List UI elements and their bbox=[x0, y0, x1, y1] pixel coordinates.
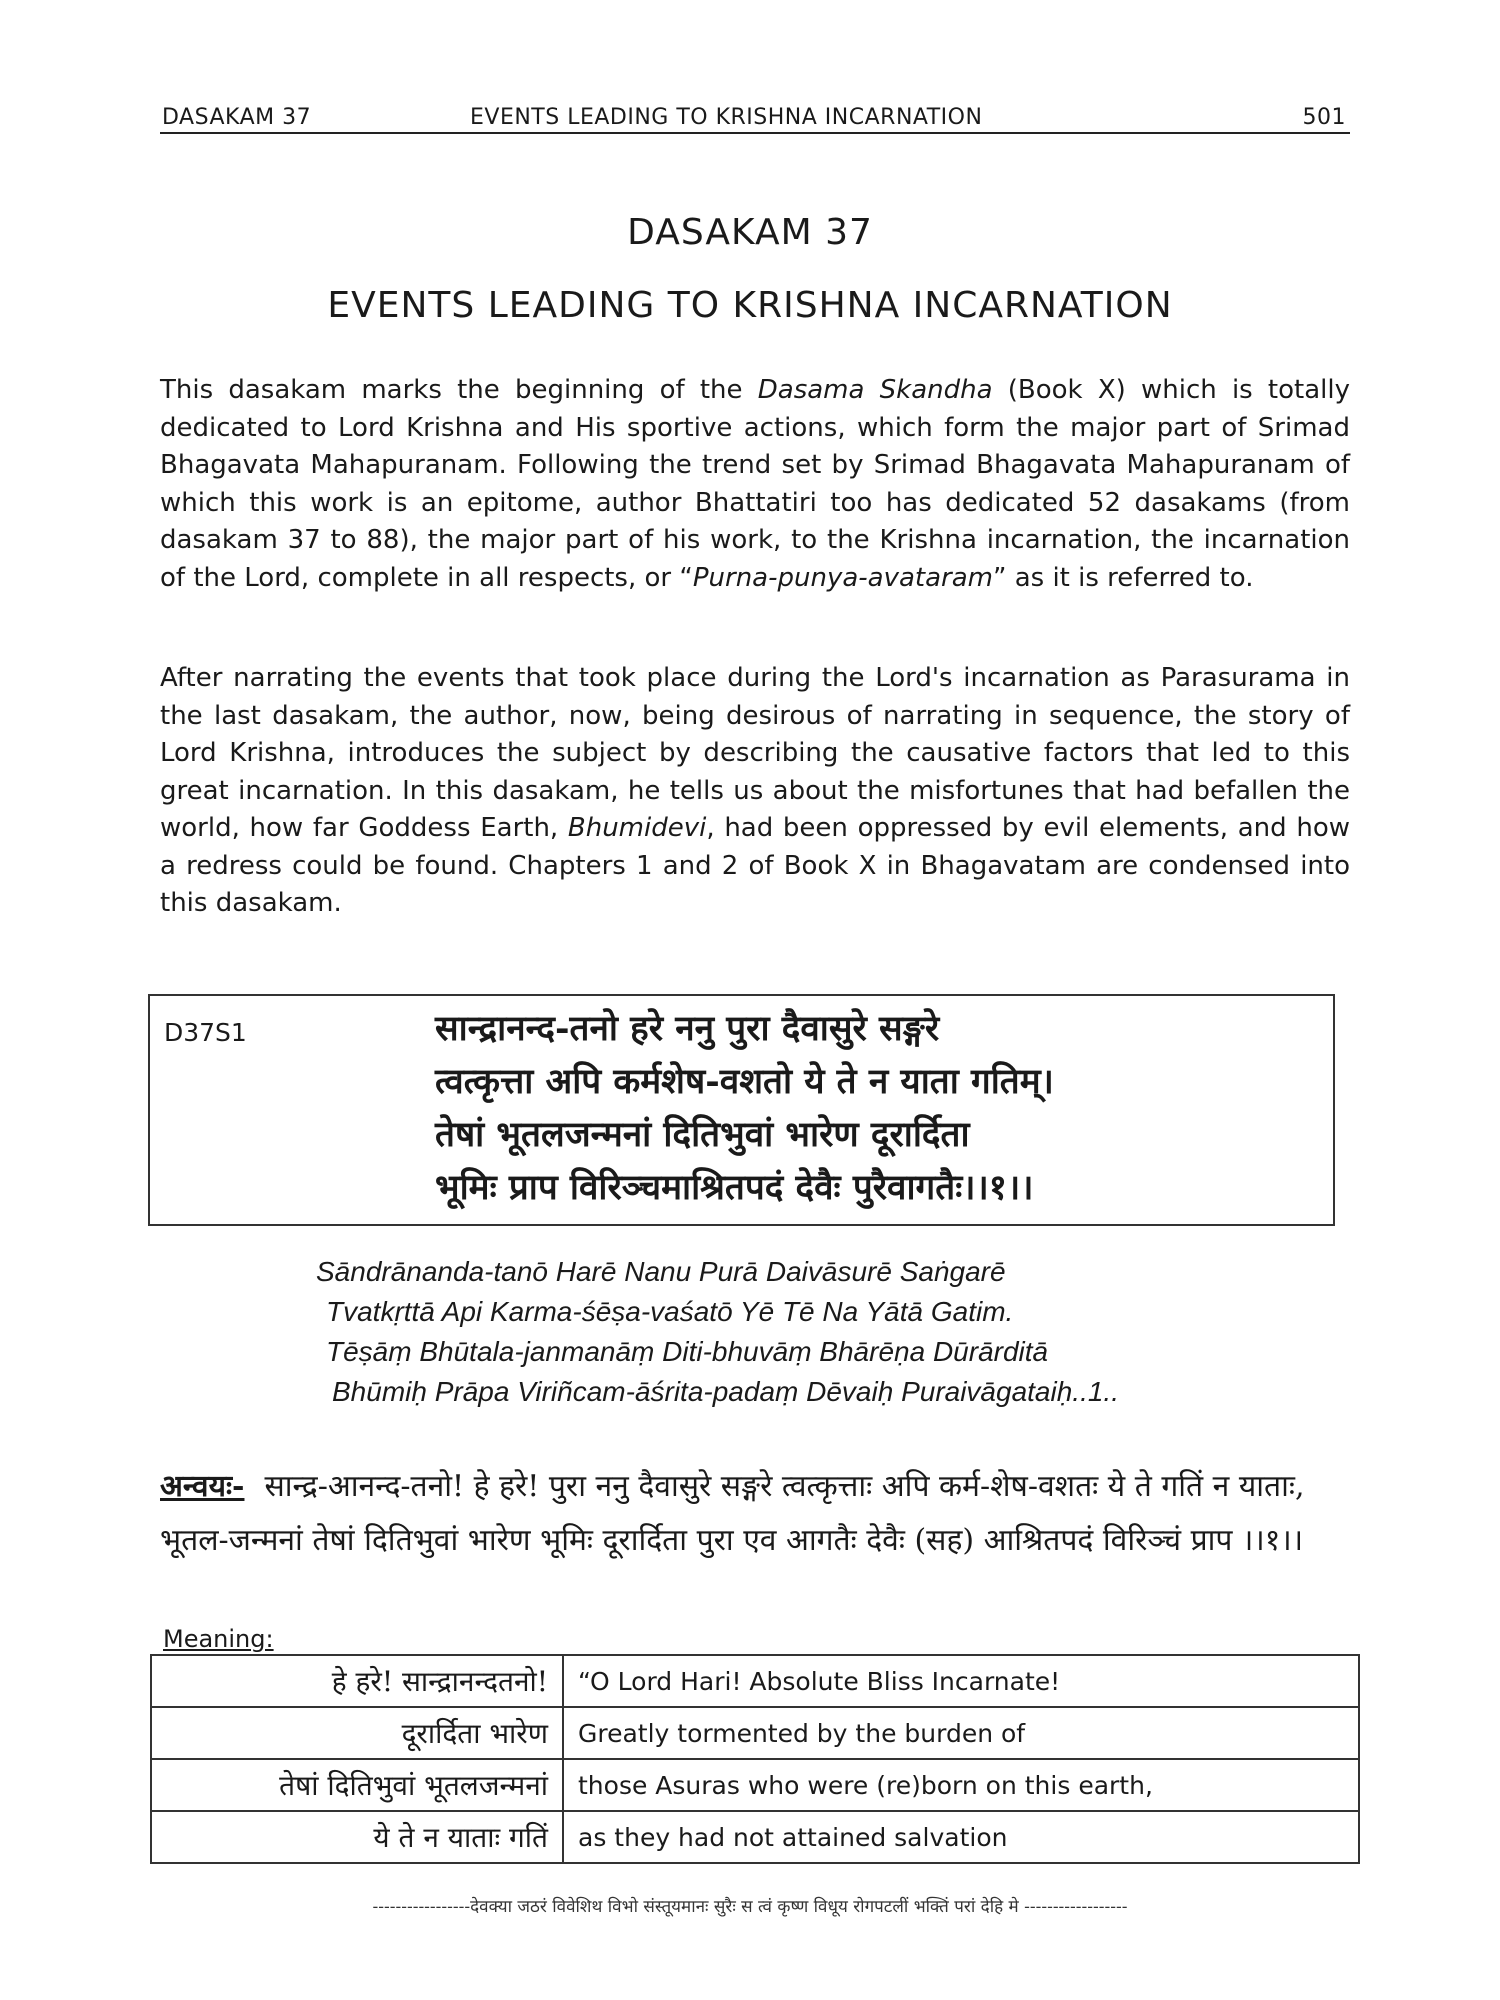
meaning-sanskrit: तेषां दितिभुवां भूतलजन्मनां bbox=[151, 1759, 563, 1811]
meaning-table bbox=[150, 1654, 1360, 1864]
verse-id: D37S1 bbox=[164, 1018, 247, 1047]
running-head-title: EVENTS LEADING TO KRISHNA INCARNATION bbox=[470, 105, 983, 130]
intro-text: After narrating the events that took place during the Lord's incarnation as Parasurama in the last dasakam, the author, now, being desirous of narrating in sequence, the story of Lord Krishna, introduces the subject by describing the causative factors that led to this great incarnation. In this dasakam, he tells us about the misfortunes that had befallen the world, how far Goddess Earth, bbox=[160, 663, 1350, 843]
verse-line: सान्द्रानन्द-तनो हरे ननु पुरा दैवासुरे सङ्गरे bbox=[435, 1008, 940, 1049]
verse-line: तेषां भूतलजन्मनां दितिभुवां भारेण दूरार्दिता bbox=[435, 1114, 970, 1155]
meaning-sanskrit: हे हरे! सान्द्रानन्दतनो! bbox=[151, 1655, 563, 1707]
table-row bbox=[151, 1655, 1359, 1707]
anvaya bbox=[160, 1460, 1330, 1568]
meaning-english: “O Lord Hari! Absolute Bliss Incarnate! bbox=[563, 1655, 1359, 1707]
intro-text: , had been oppressed by evil elements, and how a redress could be found. Chapters 1 and 2 of Book X in Bhagavatam are condensed into this dasakam. bbox=[160, 813, 1350, 918]
transliteration bbox=[310, 1252, 1119, 1412]
intro-text: This dasakam marks the beginning of the bbox=[160, 375, 758, 405]
intro-paragraph-1 bbox=[160, 372, 1350, 597]
transliteration-line: Bhūmiḥ Prāpa Viriñcam-āśrita-padaṃ Dēvaiḥ Puraivāgataiḥ..1.. bbox=[332, 1376, 1119, 1407]
intro-paragraph-2 bbox=[160, 660, 1350, 923]
footer-verse: -----------------देवक्या जठरं विवेशिथ विभो संस्तूयमानः सुरैः स त्वं कृष्ण विधूय रोगपटलीं भक्तिं परां देहि मे ------------------ bbox=[372, 1897, 1128, 1917]
verse-box bbox=[148, 994, 1335, 1226]
meaning-english: as they had not attained salvation bbox=[563, 1811, 1359, 1863]
verse-lines bbox=[435, 1002, 1054, 1214]
page-number: 501 bbox=[1302, 105, 1346, 130]
verse-line: भूमिः प्राप विरिञ्चमाश्रितपदं देवैः पुरैवागतैः।।१।। bbox=[435, 1167, 1034, 1208]
intro-text: (Book X) which is totally dedicated to Lord Krishna and His sportive actions, which form the major part of Srimad Bhagavata Mahapuranam. Following the trend set by Srimad Bhagavata Mahapuranam of which this work is an epitome, author Bhattatiri too has dedicated 52 dasakams (from dasakam 37 to 88), the major part of his work, to the Krishna incarnation, the incarnation of the Lord, complete in all respects, or “ bbox=[160, 375, 1350, 593]
running-head bbox=[160, 96, 1350, 134]
anvaya-label: अन्वयः- bbox=[160, 1469, 245, 1504]
chapter-number: DASAKAM 37 bbox=[627, 212, 873, 253]
transliteration-line: Sāndrānanda-tanō Harē Nanu Purā Daivāsurē Saṅgarē bbox=[316, 1256, 1006, 1287]
verse-line: त्वत्कृत्ता अपि कर्मशेष-वशतो ये ते न याता गतिम्। bbox=[435, 1061, 1054, 1102]
table-row bbox=[151, 1811, 1359, 1863]
intro-italic: Dasama Skandha bbox=[757, 375, 993, 405]
meaning-english: those Asuras who were (re)born on this earth, bbox=[563, 1759, 1359, 1811]
table-row bbox=[151, 1707, 1359, 1759]
chapter-title: EVENTS LEADING TO KRISHNA INCARNATION bbox=[327, 285, 1173, 326]
transliteration-line: Tvatkṛttā Api Karma-śēṣa-vaśatō Yē Tē Na Yātā Gatim. bbox=[326, 1296, 1014, 1327]
intro-italic: Purna-punya-avataram bbox=[692, 562, 993, 593]
table-row bbox=[151, 1759, 1359, 1811]
intro-text: ” as it is referred to. bbox=[992, 562, 1254, 593]
meaning-sanskrit: दूरार्दिता भारेण bbox=[151, 1707, 563, 1759]
anvaya-text: सान्द्र-आनन्द-तनो! हे हरे! पुरा ननु दैवासुरे सङ्गरे त्वत्कृत्ताः अपि कर्म-शेष-वशतः ये ते गतिं न याताः, भूतल-जन्मनां तेषां दितिभुवां भारेण भूमिः दूरार्दिता पुरा एव आगतैः देवैः (सह) आश्रितपदं विरिञ्चं प्राप ।।१।। bbox=[160, 1469, 1305, 1558]
meaning-sanskrit: ये ते न याताः गतिं bbox=[151, 1811, 563, 1863]
meaning-label: Meaning: bbox=[163, 1625, 274, 1653]
intro-italic: Bhumidevi bbox=[567, 813, 707, 843]
transliteration-line: Tēṣāṃ Bhūtala-janmanāṃ Diti-bhuvāṃ Bhārēṇa Dūrārditā bbox=[326, 1336, 1049, 1367]
running-head-left: DASAKAM 37 bbox=[162, 105, 312, 130]
meaning-english: Greatly tormented by the burden of bbox=[563, 1707, 1359, 1759]
